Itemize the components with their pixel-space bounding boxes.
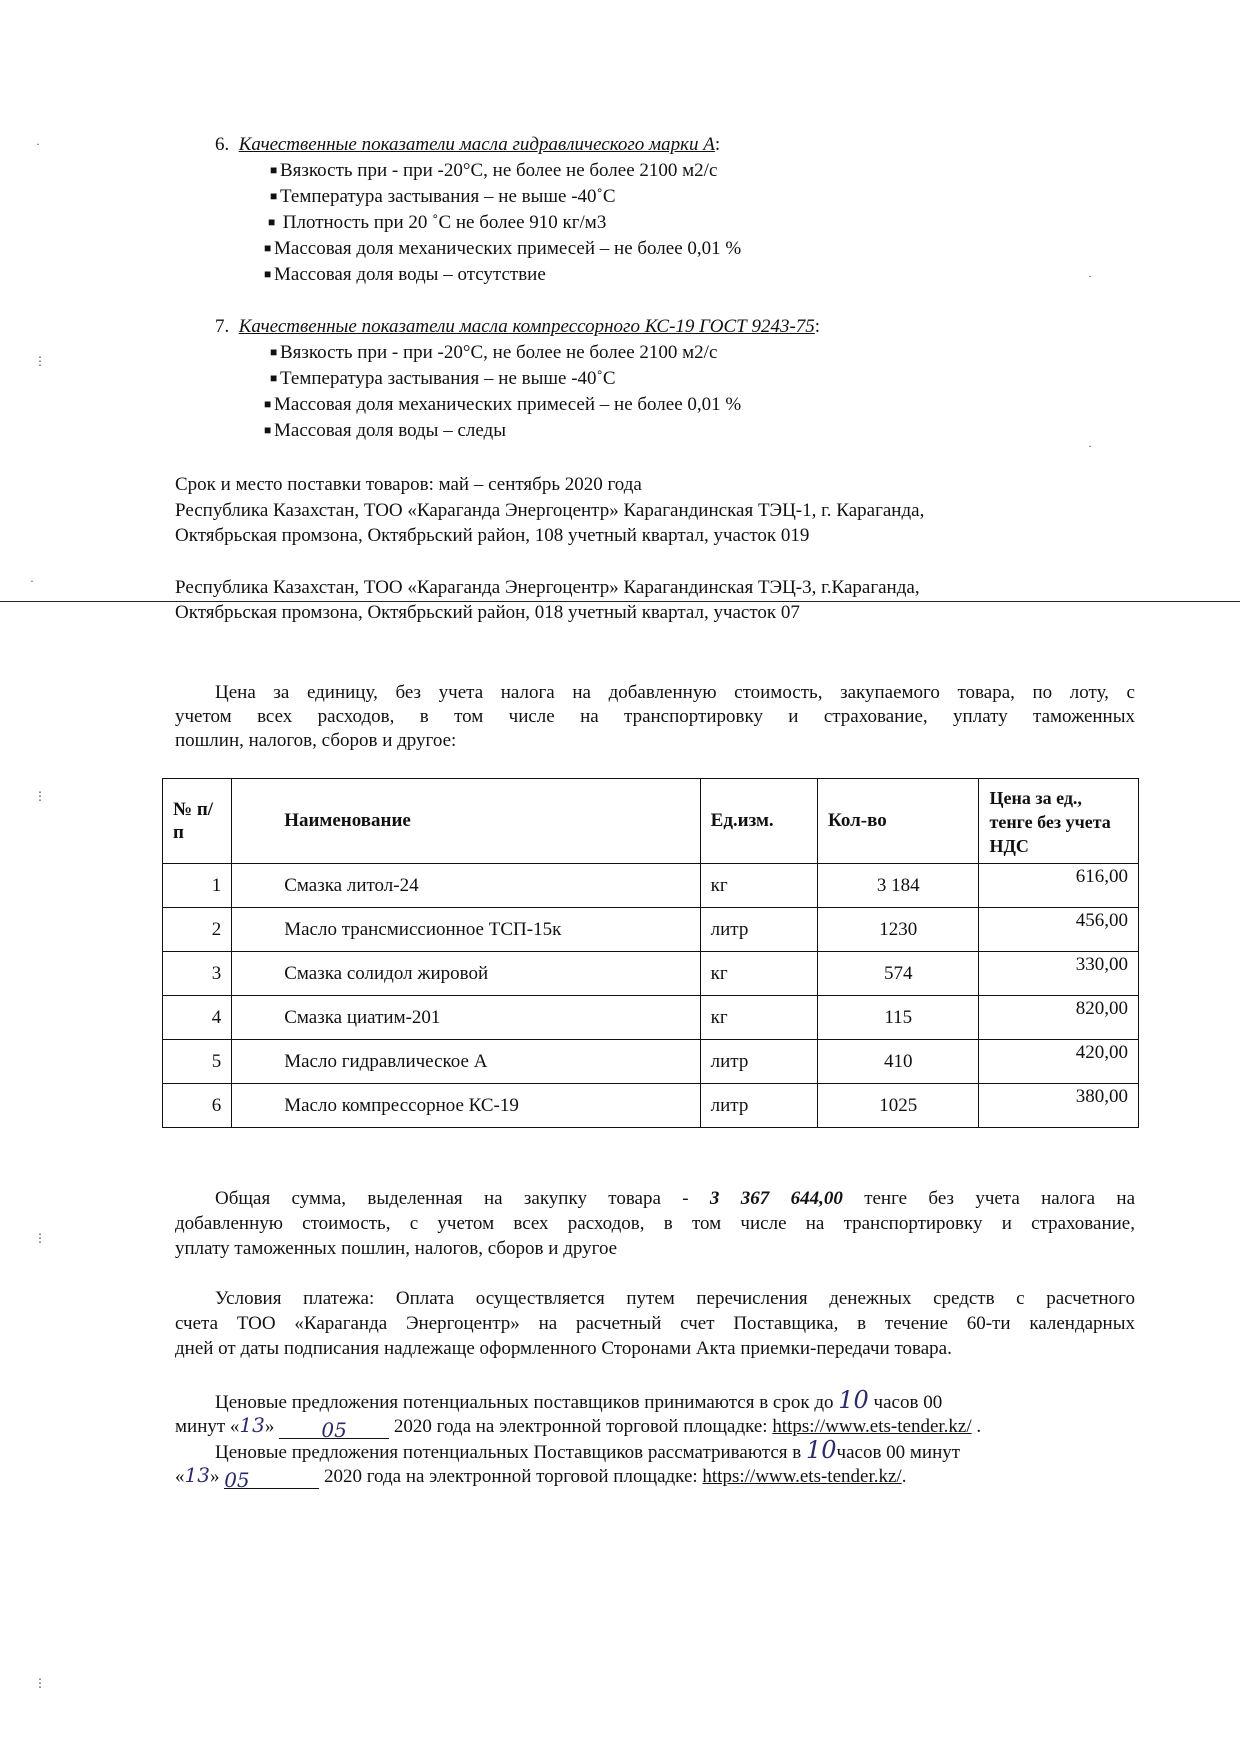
offers-accept-date: минут «13» 05 2020 года на электронной торговой площадке: https://www.ets-tender.kz/ . [175, 1413, 982, 1442]
table-row [163, 996, 1139, 1040]
header-unit: Ед.изм. [700, 779, 817, 864]
section-6-heading: 6. Качественные показатели масла гидравлического марки А: [215, 134, 721, 155]
handwritten-month: 05 [224, 1468, 250, 1492]
row-price: 616,00 [979, 864, 1139, 908]
row-price: 380,00 [979, 1084, 1139, 1128]
header-num: № п/п [163, 779, 232, 864]
row-num: 2 [163, 908, 232, 952]
header-price: Цена за ед., тенге без учета НДС [979, 779, 1139, 864]
payment-line: Условия платежа: Оплата осуществляется путем перечисления денежных средств с расчетного [215, 1288, 1135, 1309]
row-unit: литр [700, 1040, 817, 1084]
list-item: ■ Температура застывания – не выше -40˚С [270, 368, 616, 389]
row-qty: 574 [818, 952, 979, 996]
section-7-heading: 7. Качественные показатели масла компрессорного КС-19 ГОСТ 9243-75: [215, 316, 821, 337]
handwritten-month: 05 [321, 1418, 347, 1442]
lots-table [162, 778, 1139, 1128]
section-6-title: Качественные показатели масла гидравлического марки А [238, 134, 715, 155]
row-num: 4 [163, 996, 232, 1040]
scan-speck: ⋮ [34, 354, 46, 368]
section-6-number: 6. [215, 134, 230, 155]
delivery-address-2-cont: Октябрьская промзона, Октябрьский район, 018 учетный квартал, участок 07 [175, 602, 800, 623]
row-name: Масло трансмиссионное ТСП-15к [232, 908, 700, 952]
payment-line: счета ТОО «Караганда Энергоцентр» на расчетный счет Поставщика, в течение 60-ти календарных [175, 1313, 1135, 1334]
scan-speck: ⋮ [34, 789, 46, 803]
row-qty: 115 [818, 996, 979, 1040]
row-name: Смазка солидол жировой [232, 952, 700, 996]
row-num: 5 [163, 1040, 232, 1084]
price-intro-line: пошлин, налогов, сборов и другое: [175, 730, 457, 751]
bullet-icon: ■ [264, 267, 272, 281]
list-item: ■ Массовая доля воды – отсутствие [264, 264, 546, 285]
tender-link[interactable]: https://www.ets-tender.kz/ [702, 1466, 902, 1487]
row-price: 420,00 [979, 1040, 1139, 1084]
row-price: 330,00 [979, 952, 1139, 996]
scan-speck: ⋮ [34, 1231, 46, 1245]
handwritten-day: 13 [239, 1413, 265, 1437]
price-intro-line: Цена за единицу, без учета налога на добавленную стоимость, закупаемого товара, по лоту, с [215, 682, 1135, 703]
payment-line: дней от даты подписания надлежаще оформленного Сторонами Акта приемки-передачи товара. [175, 1338, 952, 1359]
row-price: 820,00 [979, 996, 1139, 1040]
delivery-term: Срок и место поставки товаров: май – сентябрь 2020 года [175, 474, 642, 495]
offers-review-line: Ценовые предложения потенциальных Поставщиков рассматриваются в 10часов 00 минут [215, 1436, 961, 1464]
bullet-icon: ■ [264, 423, 272, 437]
list-item: ■ Плотность при 20 ˚С не более 910 кг/м3 [268, 212, 607, 233]
row-unit: кг [700, 864, 817, 908]
scan-speck: · [1088, 439, 1092, 453]
total-line: уплату таможенных пошлин, налогов, сборов и другое [175, 1238, 618, 1259]
row-name: Смазка литол-24 [232, 864, 700, 908]
offers-review-date: «13» 05 2020 года на электронной торговой площадке: https://www.ets-tender.kz/. [175, 1463, 907, 1492]
row-qty: 410 [818, 1040, 979, 1084]
table-row [163, 908, 1139, 952]
row-qty: 1025 [818, 1084, 979, 1128]
bullet-icon: ■ [270, 345, 278, 359]
bullet-icon: ■ [270, 189, 278, 203]
header-name: Наименование [232, 779, 700, 864]
row-qty: 3 184 [818, 864, 979, 908]
row-num: 1 [163, 864, 232, 908]
row-num: 6 [163, 1084, 232, 1128]
row-unit: литр [700, 1084, 817, 1128]
bullet-icon: ■ [268, 215, 276, 229]
delivery-address-2: Республика Казахстан, ТОО «Караганда Энергоцентр» Карагандинская ТЭЦ-3, г.Караганда, [175, 577, 920, 598]
delivery-address-1-cont: Октябрьская промзона, Октябрьский район, 108 учетный квартал, участок 019 [175, 525, 810, 546]
handwritten-hour: 10 [805, 1436, 837, 1464]
scan-speck: · [1088, 269, 1092, 283]
bullet-icon: ■ [264, 241, 272, 255]
price-intro-line: учетом всех расходов, в том числе на транспортировку и страхование, уплату таможенных [175, 706, 1135, 727]
header-qty: Кол-во [818, 779, 979, 864]
table-header-row [163, 779, 1139, 864]
row-unit: кг [700, 952, 817, 996]
tender-link[interactable]: https://www.ets-tender.kz/ [772, 1416, 972, 1437]
section-7-number: 7. [215, 316, 230, 337]
row-name: Смазка циатим-201 [232, 996, 700, 1040]
list-item: ■ Вязкость при - при -20°С, не более не более 2100 м2/с [270, 160, 718, 181]
table-row [163, 1040, 1139, 1084]
scan-speck: ⋮ [34, 1676, 46, 1690]
total-amount: 3 367 644,00 [709, 1188, 843, 1209]
list-item: ■ Температура застывания – не выше -40˚С [270, 186, 616, 207]
handwritten-day: 13 [184, 1463, 210, 1487]
handwritten-hour: 10 [838, 1386, 869, 1414]
row-unit: кг [700, 996, 817, 1040]
bullet-icon: ■ [270, 163, 278, 177]
section-7-title: Качественные показатели масла компрессорного КС-19 ГОСТ 9243-75 [238, 316, 815, 337]
bullet-icon: ■ [270, 371, 278, 385]
scan-speck: · [30, 574, 34, 588]
list-item: ■ Массовая доля воды – следы [264, 420, 506, 441]
table-row [163, 1084, 1139, 1128]
row-num: 3 [163, 952, 232, 996]
bullet-icon: ■ [264, 397, 272, 411]
row-qty: 1230 [818, 908, 979, 952]
offers-accept-line: Ценовые предложения потенциальных поставщиков принимаются в срок до 10 часов 00 [215, 1386, 943, 1414]
table-row [163, 864, 1139, 908]
list-item: ■ Массовая доля механических примесей – не более 0,01 % [264, 238, 742, 259]
table-row [163, 952, 1139, 996]
row-name: Масло гидравлическое А [232, 1040, 700, 1084]
total-line: добавленную стоимость, с учетом всех расходов, в том числе на транспортировку и страхование, [175, 1213, 1135, 1234]
row-name: Масло компрессорное КС-19 [232, 1084, 700, 1128]
total-line: Общая сумма, выделенная на закупку товара - 3 367 644,00 тенге без учета налога на [215, 1188, 1136, 1209]
row-price: 456,00 [979, 908, 1139, 952]
list-item: ■ Вязкость при - при -20°С, не более не более 2100 м2/с [270, 342, 718, 363]
row-unit: литр [700, 908, 817, 952]
list-item: ■ Массовая доля механических примесей – не более 0,01 % [264, 394, 742, 415]
delivery-address-1: Республика Казахстан, ТОО «Караганда Энергоцентр» Карагандинская ТЭЦ-1, г. Караганда, [175, 500, 925, 521]
scan-speck: · [36, 137, 40, 151]
